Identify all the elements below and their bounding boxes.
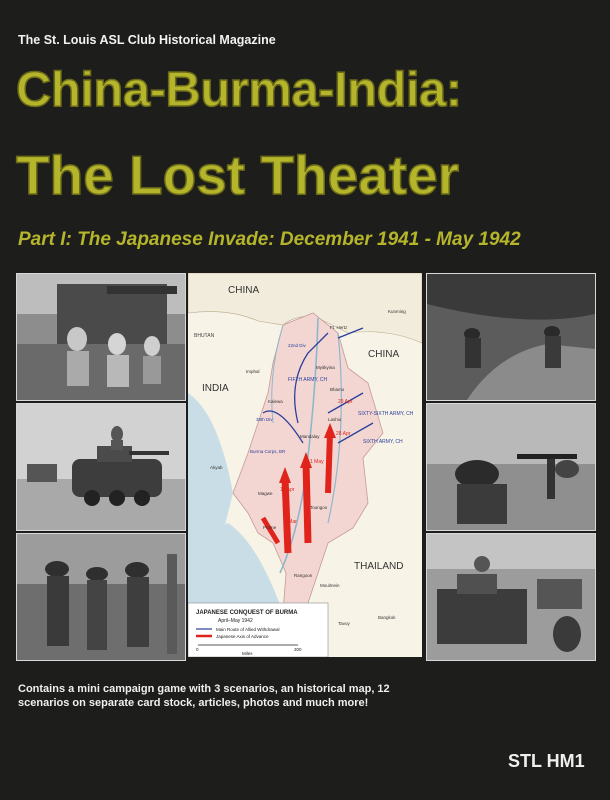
map-place-lashio: Lashio	[328, 417, 342, 422]
map-region-label-bhutan: BHUTAN	[194, 333, 215, 339]
map-date-label: 16 Apr	[280, 487, 295, 493]
map-legend-title: JAPANESE CONQUEST OF BURMA	[196, 610, 298, 616]
map-place-magwe: Magwe	[258, 491, 273, 496]
map-place-toungoo: Toungoo	[310, 505, 328, 510]
map-place-rangoon: Rangoon	[294, 573, 313, 578]
map-place-imphal: Imphal	[246, 369, 260, 374]
map-date-label: 28 Apr	[336, 431, 351, 437]
map-country-label-india: INDIA	[202, 383, 229, 394]
map-legend-item-japanese: Japanese Axis of Advance	[216, 634, 269, 639]
map-date-label: 29 Apr	[338, 399, 353, 405]
map-place-bhamo: Bhamo	[330, 387, 345, 392]
map-place-akyab: Akyab	[210, 465, 223, 470]
map-country-label-china-east: CHINA	[368, 349, 400, 360]
photo-jungle-soldiers	[16, 533, 186, 661]
cover-subtitle: Part I: The Japanese Invade: December 1941 - May 1942	[18, 229, 521, 250]
cover-issue-code: STL HM1	[508, 751, 585, 771]
map-unit-label: 38th Div	[256, 417, 273, 422]
photo-armored-column	[426, 533, 596, 661]
map-place-tavoy: Tavoy	[338, 621, 350, 626]
map-legend-subtitle: April–May 1942	[218, 618, 253, 624]
map-place-kalewa: Kalewa	[268, 399, 283, 404]
map-legend-item-allied: Main Route of Allied Withdrawal	[216, 627, 280, 632]
cover-blurb: Contains a mini campaign game with 3 scenarios, an historical map, 12 scenarios on separate card stock, articles, photos and much more!	[18, 683, 390, 709]
map-place-ft-hertz: Ft. Hertz	[330, 325, 348, 330]
map-unit-label: Burma Corps, BR	[250, 449, 286, 454]
map-unit-label: SIXTY-SIXTH ARMY, CH	[358, 411, 414, 417]
photo-machine-gunners	[426, 403, 596, 531]
photo-tank-crew	[16, 273, 186, 401]
map-place-prome: Prome	[263, 525, 277, 530]
map-unit-label: 22nd Div	[288, 343, 306, 348]
photo-light-tank	[16, 403, 186, 531]
map-scale-max: 300	[294, 647, 302, 652]
map-country-label-thailand: THAILAND	[354, 561, 404, 572]
burma-campaign-map	[188, 273, 422, 657]
map-unit-label: FIFTH ARMY, CH	[288, 377, 328, 383]
map-place-moulmein: Moulmein	[320, 583, 340, 588]
photo-jungle-stream	[426, 273, 596, 401]
map-scale-zero: 0	[196, 647, 199, 652]
map-unit-label: SIXTH ARMY, CH	[363, 439, 403, 445]
map-place-myitkyina: Myitkyina	[316, 365, 335, 370]
map-place-mandalay: Mandalay	[300, 434, 320, 439]
cover-supertitle: The St. Louis ASL Club Historical Magazine	[18, 33, 276, 47]
cover-title-line2: The Lost Theater	[16, 144, 460, 206]
cover-title-line1: China-Burma-India:	[16, 63, 462, 117]
map-place-kunming: Kunming	[388, 309, 406, 314]
map-country-label-china-north: CHINA	[228, 285, 260, 296]
map-date-label: 8 Mar	[284, 519, 297, 525]
map-date-label: 1 May	[310, 459, 324, 465]
map-scale-unit: Miles	[242, 651, 253, 656]
map-place-bangkok: Bangkok	[378, 615, 396, 620]
